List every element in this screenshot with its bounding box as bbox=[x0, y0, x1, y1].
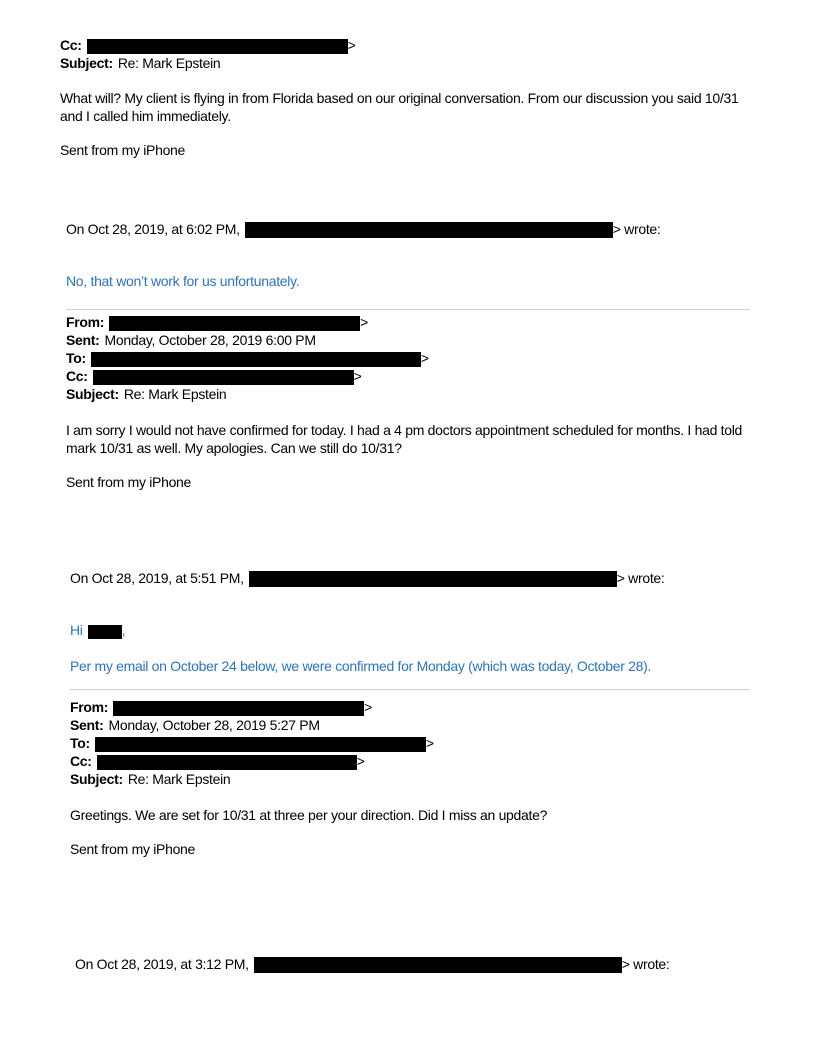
redacted-name bbox=[88, 625, 122, 639]
email1-cc-line bbox=[60, 36, 356, 54]
quote3-attribution-prefix: On Oct 28, 2019, at 3:12 PM, bbox=[75, 956, 249, 972]
email3-cc-line bbox=[70, 752, 365, 770]
quote3-attribution-suffix: > wrote: bbox=[621, 956, 670, 972]
sent-value: Monday, October 28, 2019 5:27 PM bbox=[108, 717, 320, 733]
email2-body: I am sorry I would not have confirmed for today. I had a 4 pm doctors appointment scheduled for months. I had told mark 10/31 as well. My apologies. Can we still do 10/31? bbox=[66, 422, 743, 456]
quote1-attribution-suffix: > wrote: bbox=[612, 221, 661, 237]
divider bbox=[66, 309, 750, 310]
email1-signature: Sent from my iPhone bbox=[60, 142, 186, 158]
cc-label: Cc: bbox=[70, 753, 92, 769]
redacted-to-address bbox=[91, 352, 421, 367]
email3-signature: Sent from my iPhone bbox=[70, 841, 196, 857]
greeting-prefix: Hi bbox=[70, 622, 83, 638]
email3-body: Greetings. We are set for 10/31 at three per your direction. Did I miss an update? bbox=[70, 807, 548, 823]
to-suffix: > bbox=[425, 735, 434, 751]
redacted-sender-address bbox=[245, 222, 613, 238]
redacted-from-address bbox=[109, 316, 360, 331]
redacted-cc-address bbox=[87, 39, 348, 54]
redacted-cc-address bbox=[93, 370, 354, 385]
redacted-cc-address bbox=[97, 755, 357, 770]
from-suffix: > bbox=[364, 699, 373, 715]
sent-label: Sent: bbox=[70, 717, 104, 733]
email2-to-line bbox=[66, 349, 429, 367]
cc-suffix: > bbox=[353, 368, 362, 384]
to-label: To: bbox=[70, 735, 90, 751]
greeting-suffix: , bbox=[121, 622, 126, 638]
sent-value: Monday, October 28, 2019 6:00 PM bbox=[104, 332, 316, 348]
redacted-from-address bbox=[113, 701, 364, 716]
email1-body: What will? My client is flying in from Florida based on our original conversation. From our discussion you said 10/31 and I called him immediately. bbox=[60, 90, 739, 124]
quote1-attribution-prefix: On Oct 28, 2019, at 6:02 PM, bbox=[66, 221, 240, 237]
quote3-attribution bbox=[75, 955, 670, 973]
redacted-to-address bbox=[95, 737, 426, 752]
from-label: From: bbox=[66, 314, 105, 330]
email2-from-line bbox=[66, 313, 368, 331]
quote2-attribution-prefix: On Oct 28, 2019, at 5:51 PM, bbox=[70, 570, 244, 586]
to-suffix: > bbox=[420, 350, 429, 366]
redacted-sender-address bbox=[254, 957, 622, 973]
quote2-reply-text: Per my email on October 24 below, we were confirmed for Monday (which was today, October 28). bbox=[70, 658, 652, 674]
email2-cc-line bbox=[66, 367, 362, 385]
cc-label: Cc: bbox=[66, 368, 88, 384]
to-label: To: bbox=[66, 350, 86, 366]
email3-sent-line bbox=[70, 716, 320, 734]
email3-to-line bbox=[70, 734, 434, 752]
sent-label: Sent: bbox=[66, 332, 100, 348]
cc-suffix: > bbox=[356, 753, 365, 769]
subject-value: Re: Mark Epstein bbox=[117, 55, 221, 71]
from-label: From: bbox=[70, 699, 109, 715]
email2-sent-line bbox=[66, 331, 316, 349]
quote2-attribution-suffix: > wrote: bbox=[616, 570, 665, 586]
email3-from-line bbox=[70, 698, 372, 716]
subject-label: Subject: bbox=[70, 771, 123, 787]
quote2-greeting bbox=[70, 621, 125, 639]
subject-value: Re: Mark Epstein bbox=[123, 386, 227, 402]
subject-label: Subject: bbox=[60, 55, 113, 71]
cc-label: Cc: bbox=[60, 37, 82, 53]
email2-signature: Sent from my iPhone bbox=[66, 474, 192, 490]
divider bbox=[70, 689, 750, 690]
quote1-attribution bbox=[66, 220, 661, 238]
email3-subject-line bbox=[70, 770, 230, 788]
subject-value: Re: Mark Epstein bbox=[127, 771, 231, 787]
quote1-reply-text: No, that won’t work for us unfortunately. bbox=[66, 273, 300, 289]
cc-suffix: > bbox=[347, 37, 356, 53]
quote2-attribution bbox=[70, 569, 665, 587]
subject-label: Subject: bbox=[66, 386, 119, 402]
from-suffix: > bbox=[360, 314, 369, 330]
email1-subject-line bbox=[60, 54, 220, 72]
redacted-sender-address bbox=[249, 571, 617, 587]
email2-subject-line bbox=[66, 385, 226, 403]
